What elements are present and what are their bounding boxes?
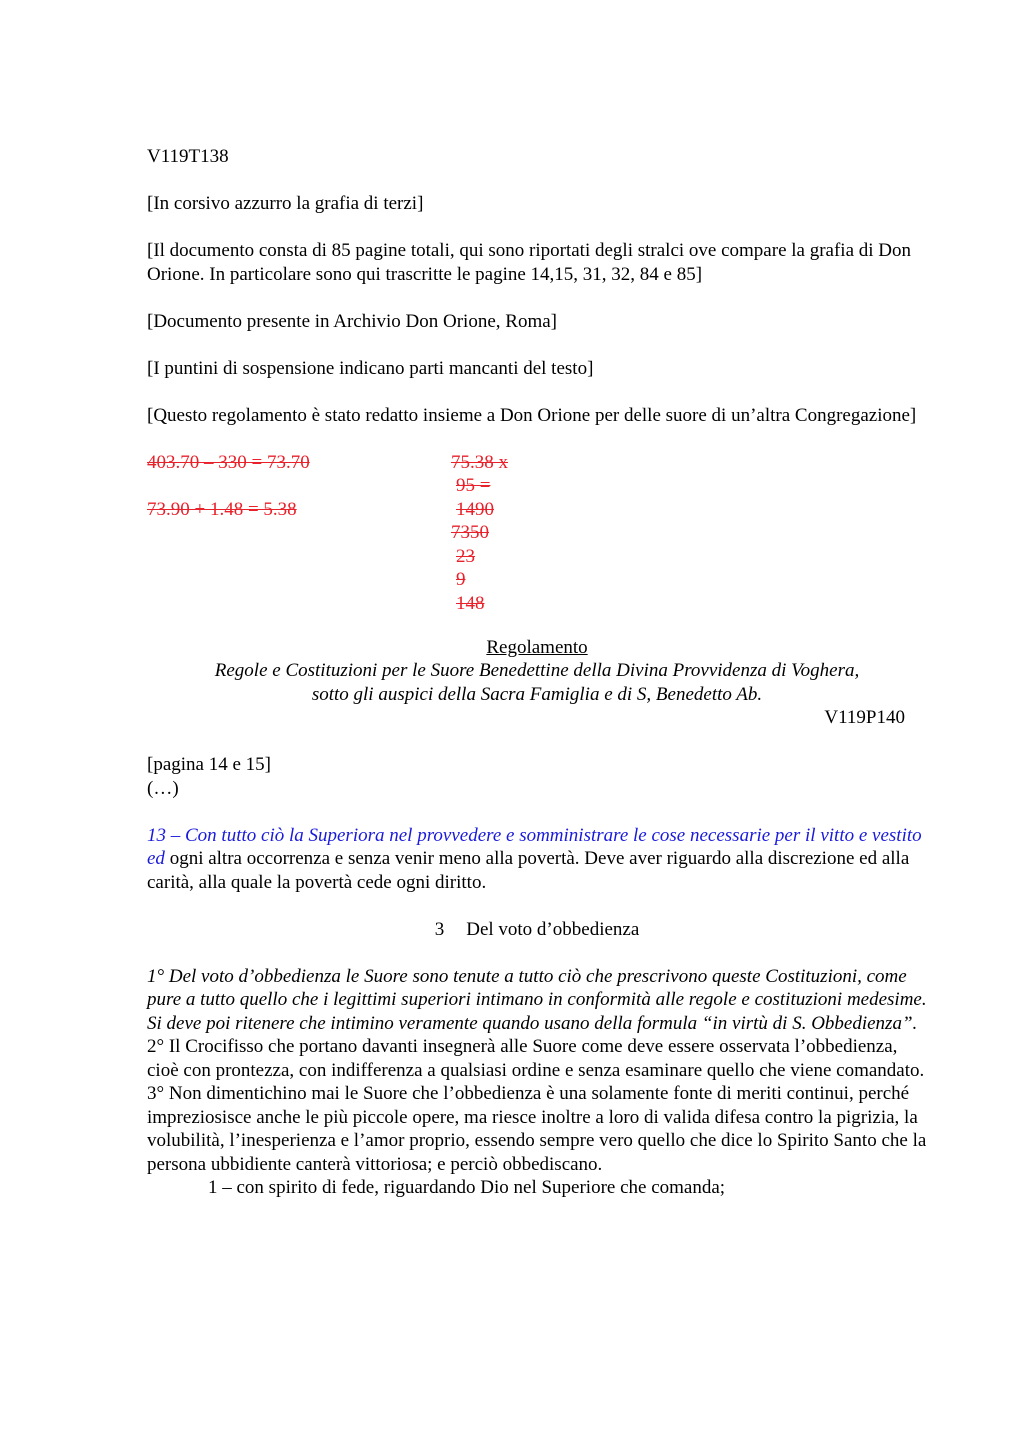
note-ellipsis: [I puntini di sospensione indicano parti mancanti del testo] bbox=[147, 357, 594, 379]
article-2: 2° Il Crocifisso che portano davanti insegnerà alle Suore come deve essere osservata l’obbedienza, cioè con prontezza, con indifferenza a qualsiasi ordine e senza esaminare quello che viene comandato. bbox=[147, 1036, 925, 1081]
calc-right-line-4: 7350 bbox=[451, 522, 489, 543]
document-title: Regolamento bbox=[486, 636, 588, 658]
note-document-pages: [Il documento consta di 85 pagine totali, qui sono riportati degli stralci ove compare la grafia di Don Orione. In particolare sono qui trascritte le pagine 14,15, 31, 32, 84 e 85] bbox=[147, 240, 912, 285]
calc-right-line-1: 75.38 x bbox=[451, 451, 508, 473]
paragraph-13-third-party-text: 13 – Con tutto ciò la Superiora nel provvedere e somministrare le cose necessarie per il vitto e vestito ed bbox=[147, 824, 922, 869]
calc-left-column bbox=[147, 451, 407, 522]
note-archive: [Documento presente in Archivio Don Orione, Roma] bbox=[147, 310, 557, 332]
document-subtitle-line-2: sotto gli auspici della Sacra Famiglia e di S, Benedetto Ab. bbox=[311, 683, 763, 705]
pages-label: [pagina 14 e 15] bbox=[147, 754, 271, 775]
article-1: 1° Del voto d’obbedienza le Suore sono tenute a tutto ciò che prescrivono queste Costituzioni, come pure a tutto quello che i legittimi superiori intimano in conformità alle regole e costituzioni medesime. Si deve poi ritenere che intimino veramente quando usano della formula “in virtù di S. Obbedienza”. bbox=[147, 965, 927, 1034]
strikethrough-calculations bbox=[147, 451, 927, 616]
note-regulation: [Questo regolamento è stato redatto insieme a Don Orione per delle suore di un’altra Congregazione] bbox=[147, 404, 917, 426]
document-page bbox=[147, 145, 927, 1200]
paragraph-13 bbox=[147, 824, 927, 895]
ellipsis-marker: (…) bbox=[147, 777, 179, 799]
calc-right-line-5: 23 bbox=[456, 545, 475, 567]
page-reference: V119P140 bbox=[824, 707, 905, 728]
section-number: 3 bbox=[434, 918, 445, 940]
sub-item-1: 1 – con spirito di fede, riguardando Dio nel Superiore che comanda; bbox=[208, 1177, 726, 1198]
calc-right-line-7: 148 bbox=[456, 592, 485, 614]
document-id: V119T138 bbox=[147, 146, 229, 167]
calc-left-line-2 bbox=[147, 474, 407, 498]
calc-right-column bbox=[451, 451, 571, 616]
calc-right-line-2: 95 = bbox=[456, 475, 491, 496]
section-title: Del voto d’obbedienza bbox=[466, 918, 640, 940]
article-3: 3° Non dimentichino mai le Suore che l’obbedienza è una solamente fonte di meriti continui, perché impreziosisce anche le più piccole opere, ma riesce inoltre a loro di valida difesa contro la pigrizia, la volubilità, l’inesperienza e l’amor proprio, essendo sempre vero quello che dice lo Spirito Santo che la persona ubbidiente canterà vittoriosa; e perciò obbediscano. bbox=[147, 1083, 927, 1175]
calc-left-line-1: 403.70 – 330 = 73.70 bbox=[147, 451, 310, 473]
calc-right-line-6: 9 bbox=[456, 569, 466, 590]
section-heading bbox=[147, 918, 927, 942]
note-italic-blue: [In corsivo azzurro la grafia di terzi] bbox=[147, 193, 424, 214]
document-subtitle-line-1: Regole e Costituzioni per le Suore Benedettine della Divina Provvidenza di Voghera, bbox=[214, 660, 860, 681]
paragraph-13-text: ogni altra occorrenza e senza venir meno alla povertà. Deve aver riguardo alla discrezione ed alla carità, alla quale la povertà cede ogni diritto. bbox=[147, 848, 910, 893]
calc-right-line-3: 1490 bbox=[456, 498, 494, 520]
calc-left-line-3: 73.90 + 1.48 = 5.38 bbox=[147, 498, 297, 520]
